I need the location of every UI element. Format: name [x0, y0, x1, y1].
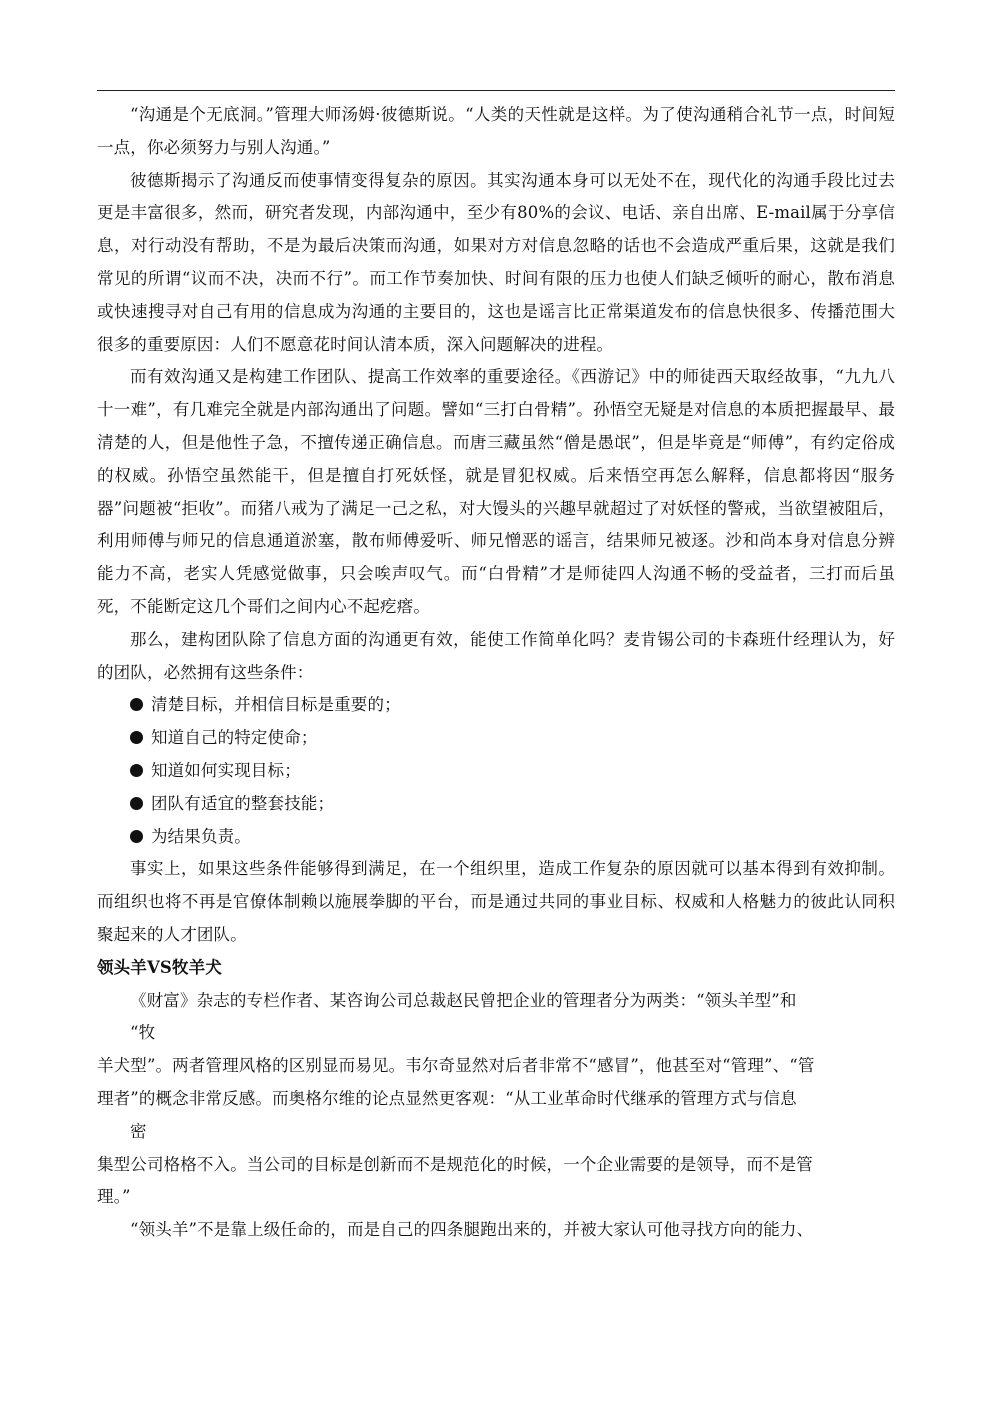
- document-body: [97, 99, 895, 1247]
- paragraph-5: 事实上，如果这些条件能够得到满足，在一个组织里，造成工作复杂的原因就可以基本得到有效抑制。而组织也将不再是官僚体制赖以施展拳脚的平台，而是通过共同的事业目标、权威和人格魅力的彼此认同积聚起来的人才团队。: [97, 859, 895, 944]
- list-item-text: 知道自己的特定使命；: [151, 728, 318, 748]
- list-item-text: 团队有适宜的整套技能；: [151, 793, 335, 813]
- paragraph-1: “沟通是个无底洞。”管理大师汤姆·彼德斯说。“人类的天性就是这样。为了使沟通稍合礼节一点，时间短一点，你必须努力与别人沟通。”: [97, 105, 895, 157]
- list-item: [97, 722, 895, 755]
- bullet-icon: [130, 764, 143, 777]
- bullet-icon: [130, 830, 143, 843]
- bullet-icon: [130, 698, 143, 711]
- text-line: “牧: [130, 1023, 156, 1043]
- paragraph-4: 那么，建构团队除了信息方面的沟通更有效，能使工作简单化吗？麦肯锡公司的卡森班什经理认为，好的团队，必然拥有这些条件：: [97, 629, 895, 682]
- list-item-text: 为结果负责。: [151, 826, 251, 846]
- header-rule: [97, 90, 895, 91]
- condition-list: [97, 689, 895, 853]
- list-item-text: 清楚目标，并相信目标是重要的；: [151, 695, 401, 715]
- list-item-text: 知道如何实现目标；: [151, 760, 301, 780]
- bullet-icon: [130, 797, 143, 810]
- list-item: [97, 821, 895, 854]
- text-line: 理者”的概念非常反感。而奥格尔维的论点显然更客观：“从工业革命时代继承的管理方式与信息: [97, 1088, 797, 1108]
- paragraph-2: 彼德斯揭示了沟通反而使事情变得复杂的原因。其实沟通本身可以无处不在，现代化的沟通手段比过去更是丰富很多，然而，研究者发现，内部沟通中，至少有80%的会议、电话、亲自出席、E-mail属于分享信息，对行动没有帮助，不是为最后决策而沟通，如果对方对信息忽略的话也不会造成严重后果，这就是我们常见的所谓“议而不决，决而不行”。而工作节奏加快、时间有限的压力也使人们缺乏倾听的耐心，散布消息或快速搜寻对自己有用的信息成为沟通的主要目的，这也是谣言比正常渠道发布的信息快很多、传播范围大很多的重要原因：人们不愿意花时间认清本质，深入问题解决的进程。: [97, 170, 895, 354]
- list-item: [97, 755, 895, 788]
- text-line: 《财富》杂志的专栏作者、某咨询公司总裁赵民曾把企业的管理者分为两类：“领头羊型”和: [130, 990, 797, 1010]
- section-heading: 领头羊VS牧羊犬: [97, 957, 222, 977]
- list-item: [97, 689, 895, 722]
- bullet-icon: [130, 731, 143, 744]
- list-item: [97, 788, 895, 821]
- text-line: 密: [130, 1121, 147, 1141]
- text-line: 集型公司格格不入。当公司的目标是创新而不是规范化的时候，一个企业需要的是领导，而不是管: [97, 1154, 813, 1174]
- text-line: 羊犬型”。两者管理风格的区别显而易见。韦尔奇显然对后者非常不“感冒”，他甚至对“管理”、“管: [97, 1056, 815, 1076]
- text-line: 理。”: [97, 1187, 131, 1207]
- paragraph-3: 而有效沟通又是构建工作团队、提高工作效率的重要途径。《西游记》中的师徒西天取经故事，“九九八十一难”，有几难完全就是内部沟通出了问题。譬如“三打白骨精”。孙悟空无疑是对信息的本质把握最早、最清楚的人，但是他性子急，不擅传递正确信息。而唐三藏虽然“僧是愚氓”，但是毕竟是“师傅”，有约定俗成的权威。孙悟空虽然能干，但是擅自打死妖怪，就是冒犯权威。后来悟空再怎么解释，信息都将因“服务器”问题被“拒收”。而猪八戒为了满足一己之私，对大馒头的兴趣早就超过了对妖怪的警戒，当欲望被阻后，利用师傅与师兄的信息通道淤塞，散布师傅爱听、师兄憎恶的谣言，结果师兄被逐。沙和尚本身对信息分辨能力不高，老实人凭感觉做事，只会唉声叹气。而“白骨精”才是师徒四人沟通不畅的受益者，三打而后虽死，不能断定这几个哥们之间内心不起疙瘩。: [97, 367, 895, 616]
- text-line: “领头羊”不是靠上级任命的，而是自己的四条腿跑出来的，并被大家认可他寻找方向的能力、: [130, 1220, 814, 1240]
